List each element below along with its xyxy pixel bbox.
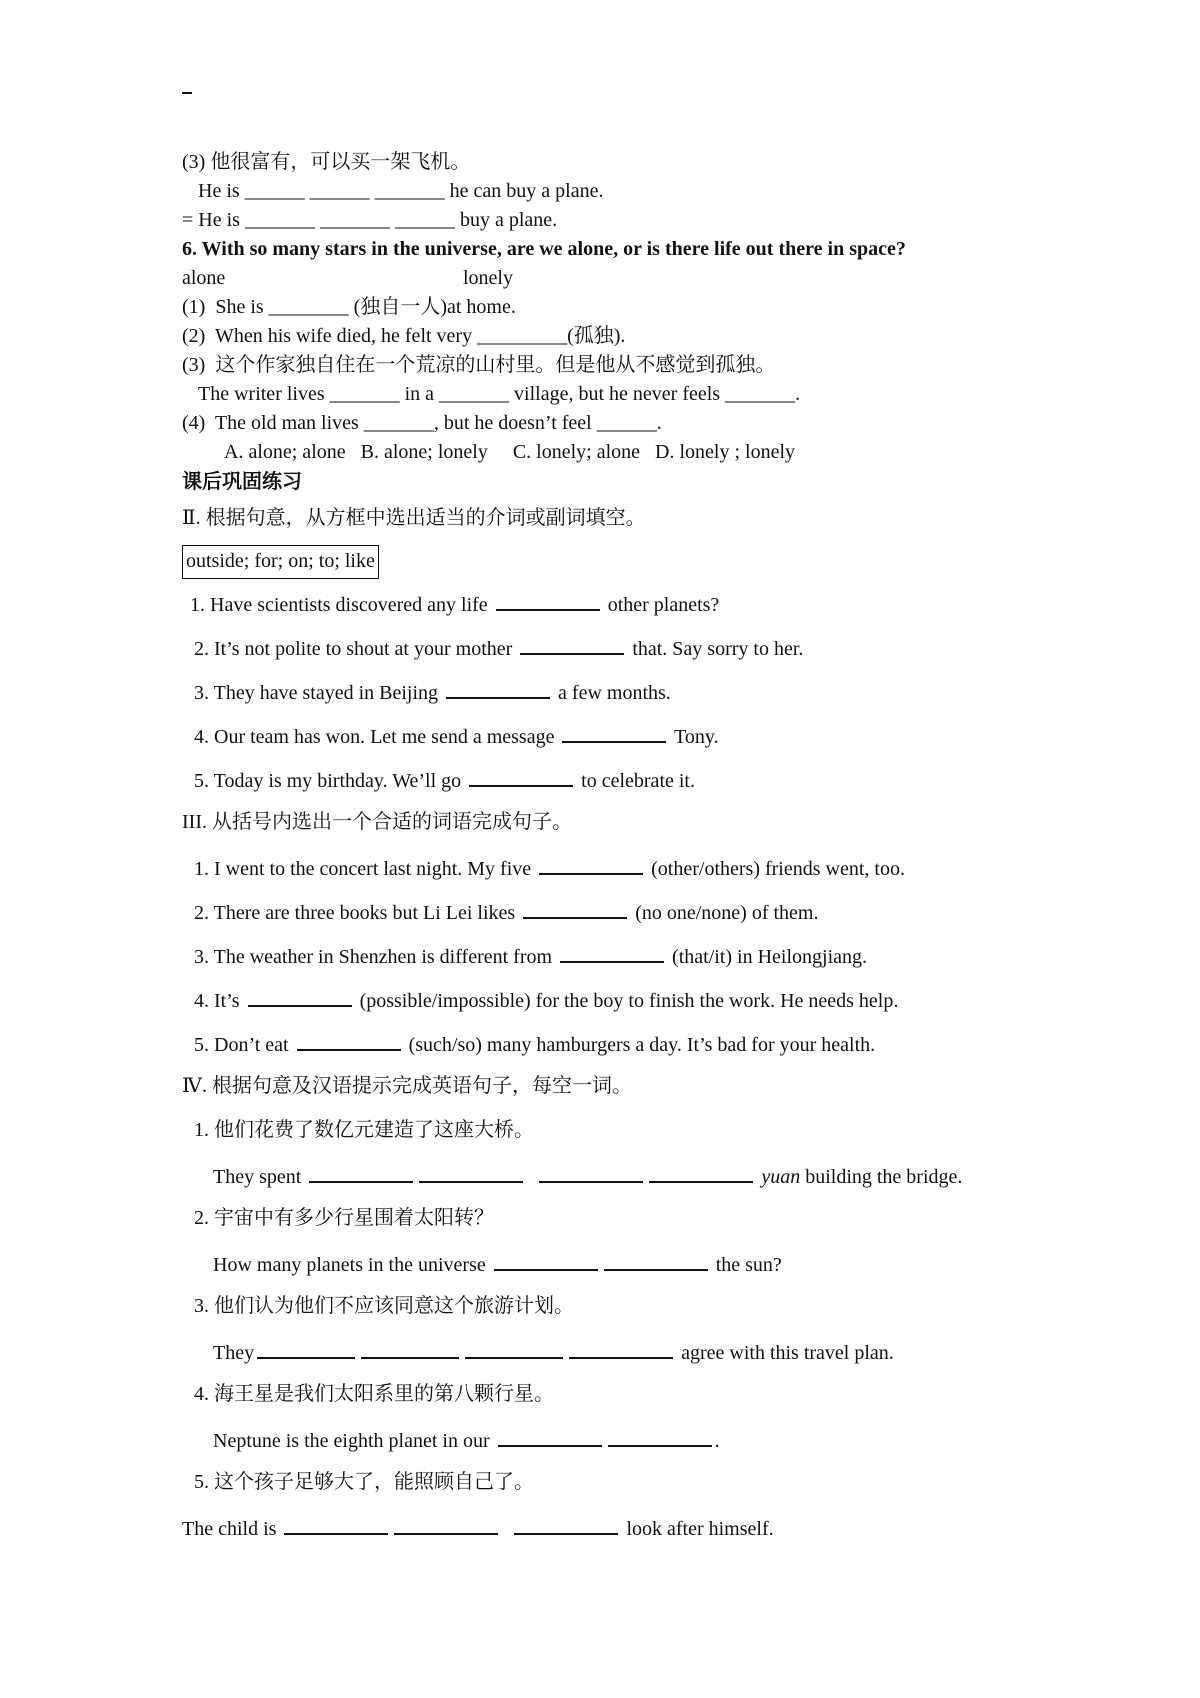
answer-blank[interactable] (494, 1249, 598, 1271)
answer-blank[interactable] (649, 1161, 753, 1183)
answer-blank[interactable] (361, 1337, 459, 1359)
answer-blank[interactable] (569, 1337, 673, 1359)
part3-item-1 (194, 853, 905, 882)
answer-blank[interactable] (608, 1425, 712, 1447)
answer-blank[interactable] (562, 721, 666, 743)
part4-q5-english (182, 1513, 774, 1542)
answer-blank[interactable] (523, 897, 627, 919)
item-text-post: that. Say sorry to her. (632, 638, 804, 660)
part3-title: III. 从括号内选出一个合适的词语完成句子。 (182, 811, 572, 833)
item-text-post: (no one/none) of them. (635, 902, 819, 924)
item-text-pre: 4. Our team has won. Let me send a message (194, 726, 555, 748)
s5-q3-line1-post: he can buy a plane. (449, 180, 604, 202)
part4-q2-english (213, 1249, 782, 1278)
item-text-pre: 1. I went to the concert last night. My five (194, 858, 532, 880)
answer-blank[interactable] (257, 1337, 355, 1359)
part2-item-2 (194, 633, 803, 662)
item-text-post: (that/it) in Heilongjiang. (672, 946, 868, 968)
answer-blank[interactable] (248, 985, 352, 1007)
item-text-post: agree with this travel plan. (681, 1342, 894, 1364)
answer-blank[interactable] (284, 1513, 388, 1535)
item-text-pre: 2. There are three books but Li Lei likes (194, 902, 516, 924)
s5-q3-line2: = He is _______ _______ ______ buy a plane. (182, 209, 558, 231)
item-text-pre: The child is (182, 1518, 277, 1540)
item-text-post: (other/others) friends went, too. (651, 858, 905, 880)
practice-heading: 课后巩固练习 (182, 471, 302, 493)
italic-word: yuan (761, 1166, 801, 1188)
s6-word-alone: alone (182, 267, 226, 289)
answer-blank[interactable] (520, 633, 624, 655)
answer-blank[interactable] (539, 1161, 643, 1183)
s6-word-lonely: lonely (463, 267, 513, 289)
part2-item-1 (190, 589, 719, 618)
item-text-pre: 4. It’s (194, 990, 240, 1012)
s6-q4: (4) The old man lives _______, but he doesn’t feel ______. (182, 412, 662, 434)
item-text-pre: Neptune is the eighth planet in our (213, 1430, 490, 1452)
word-bank-box: outside; for; on; to; like (182, 545, 379, 579)
answer-blank[interactable] (446, 677, 550, 699)
item-text-post: (possible/impossible) for the boy to finish the work. He needs help. (359, 990, 899, 1012)
part3-item-2 (194, 897, 818, 926)
part4-q1-chinese: 1. 他们花费了数亿元建造了这座大桥。 (194, 1119, 534, 1141)
item-text-post: the sun? (715, 1254, 782, 1276)
item-text-pre: 2. It’s not polite to shout at your mother (194, 638, 513, 660)
s5-q3-chinese: (3) 他很富有，可以买一架飞机。 (182, 151, 471, 173)
s6-q3-english: The writer lives _______ in a _______ village, but he never feels _______. (198, 383, 801, 405)
part2-item-4 (194, 721, 719, 750)
part4-q3-chinese: 3. 他们认为他们不应该同意这个旅游计划。 (194, 1295, 574, 1317)
s5-q3-line2-pre: = He is (182, 209, 240, 231)
answer-blank[interactable] (394, 1513, 498, 1535)
answer-blank[interactable] (496, 589, 600, 611)
answer-blank[interactable] (514, 1513, 618, 1535)
item-text-post: other planets? (607, 594, 720, 616)
part2-title: Ⅱ. 根据句意，从方框中选出适当的介词或副词填空。 (182, 507, 646, 529)
item-text-pre: 3. The weather in Shenzhen is different from (194, 946, 553, 968)
answer-blank[interactable] (498, 1425, 602, 1447)
answer-blank[interactable] (309, 1161, 413, 1183)
item-text-post: a few months. (558, 682, 671, 704)
part2-item-5 (194, 765, 695, 794)
s5-q3-line2-post: buy a plane. (459, 209, 558, 231)
item-text-pre: They spent (213, 1166, 302, 1188)
part3-item-5 (194, 1029, 875, 1058)
answer-blank[interactable] (297, 1029, 401, 1051)
part3-item-3 (194, 941, 867, 970)
answer-blank[interactable] (465, 1337, 563, 1359)
answer-blank[interactable] (419, 1161, 523, 1183)
s6-q2: (2) When his wife died, he felt very _________(孤独). (182, 325, 626, 347)
part4-q4-chinese: 4. 海王星是我们太阳系里的第八颗行星。 (194, 1383, 554, 1405)
item-text-pre: 3. They have stayed in Beijing (194, 682, 439, 704)
item-text-pre: 5. Don’t eat (194, 1034, 289, 1056)
part4-q3-english (213, 1337, 894, 1366)
item-text-post: (such/so) many hamburgers a day. It’s bad for your health. (408, 1034, 876, 1056)
item-text-post: building the bridge. (800, 1166, 963, 1188)
part4-q1-english (213, 1161, 962, 1190)
item-text-post: . (714, 1430, 720, 1452)
s6-heading: 6. With so many stars in the universe, are we alone, or is there life out there in space? (182, 238, 906, 260)
item-text-post: Tony. (674, 726, 719, 748)
part3-item-4 (194, 985, 898, 1014)
s6-q1: (1) She is ________ (独自一人)at home. (182, 296, 516, 318)
part4-q4-english (213, 1425, 720, 1454)
part2-word-box (182, 545, 379, 579)
s5-q3-line1: He is ______ ______ _______ he can buy a plane. (198, 180, 604, 202)
s6-vocab (182, 265, 225, 291)
item-text-post: to celebrate it. (581, 770, 695, 792)
s6-q4-options: A. alone; alone B. alone; lonely C. lonely; alone D. lonely ; lonely (224, 441, 795, 463)
part4-q5-chinese: 5. 这个孩子足够大了，能照顾自己了。 (194, 1471, 534, 1493)
item-text-pre: 5. Today is my birthday. We’ll go (194, 770, 462, 792)
s5-q3-line1-pre: He is (198, 180, 240, 202)
item-text-post: look after himself. (626, 1518, 774, 1540)
item-text-pre: 1. Have scientists discovered any life (190, 594, 488, 616)
s6-q3-chinese: (3) 这个作家独自住在一个荒凉的山村里。但是他从不感觉到孤独。 (182, 354, 776, 376)
answer-blank[interactable] (539, 853, 643, 875)
answer-blank[interactable] (560, 941, 664, 963)
part2-item-3 (194, 677, 671, 706)
part4-q2-chinese: 2. 宇宙中有多少行星围着太阳转？ (194, 1207, 494, 1229)
item-text-pre: How many planets in the universe (213, 1254, 486, 1276)
header-dash (182, 92, 192, 94)
answer-blank[interactable] (469, 765, 573, 787)
item-text-pre: They (213, 1342, 255, 1364)
answer-blank[interactable] (604, 1249, 708, 1271)
part4-title: Ⅳ. 根据句意及汉语提示完成英语句子，每空一词。 (182, 1075, 632, 1097)
